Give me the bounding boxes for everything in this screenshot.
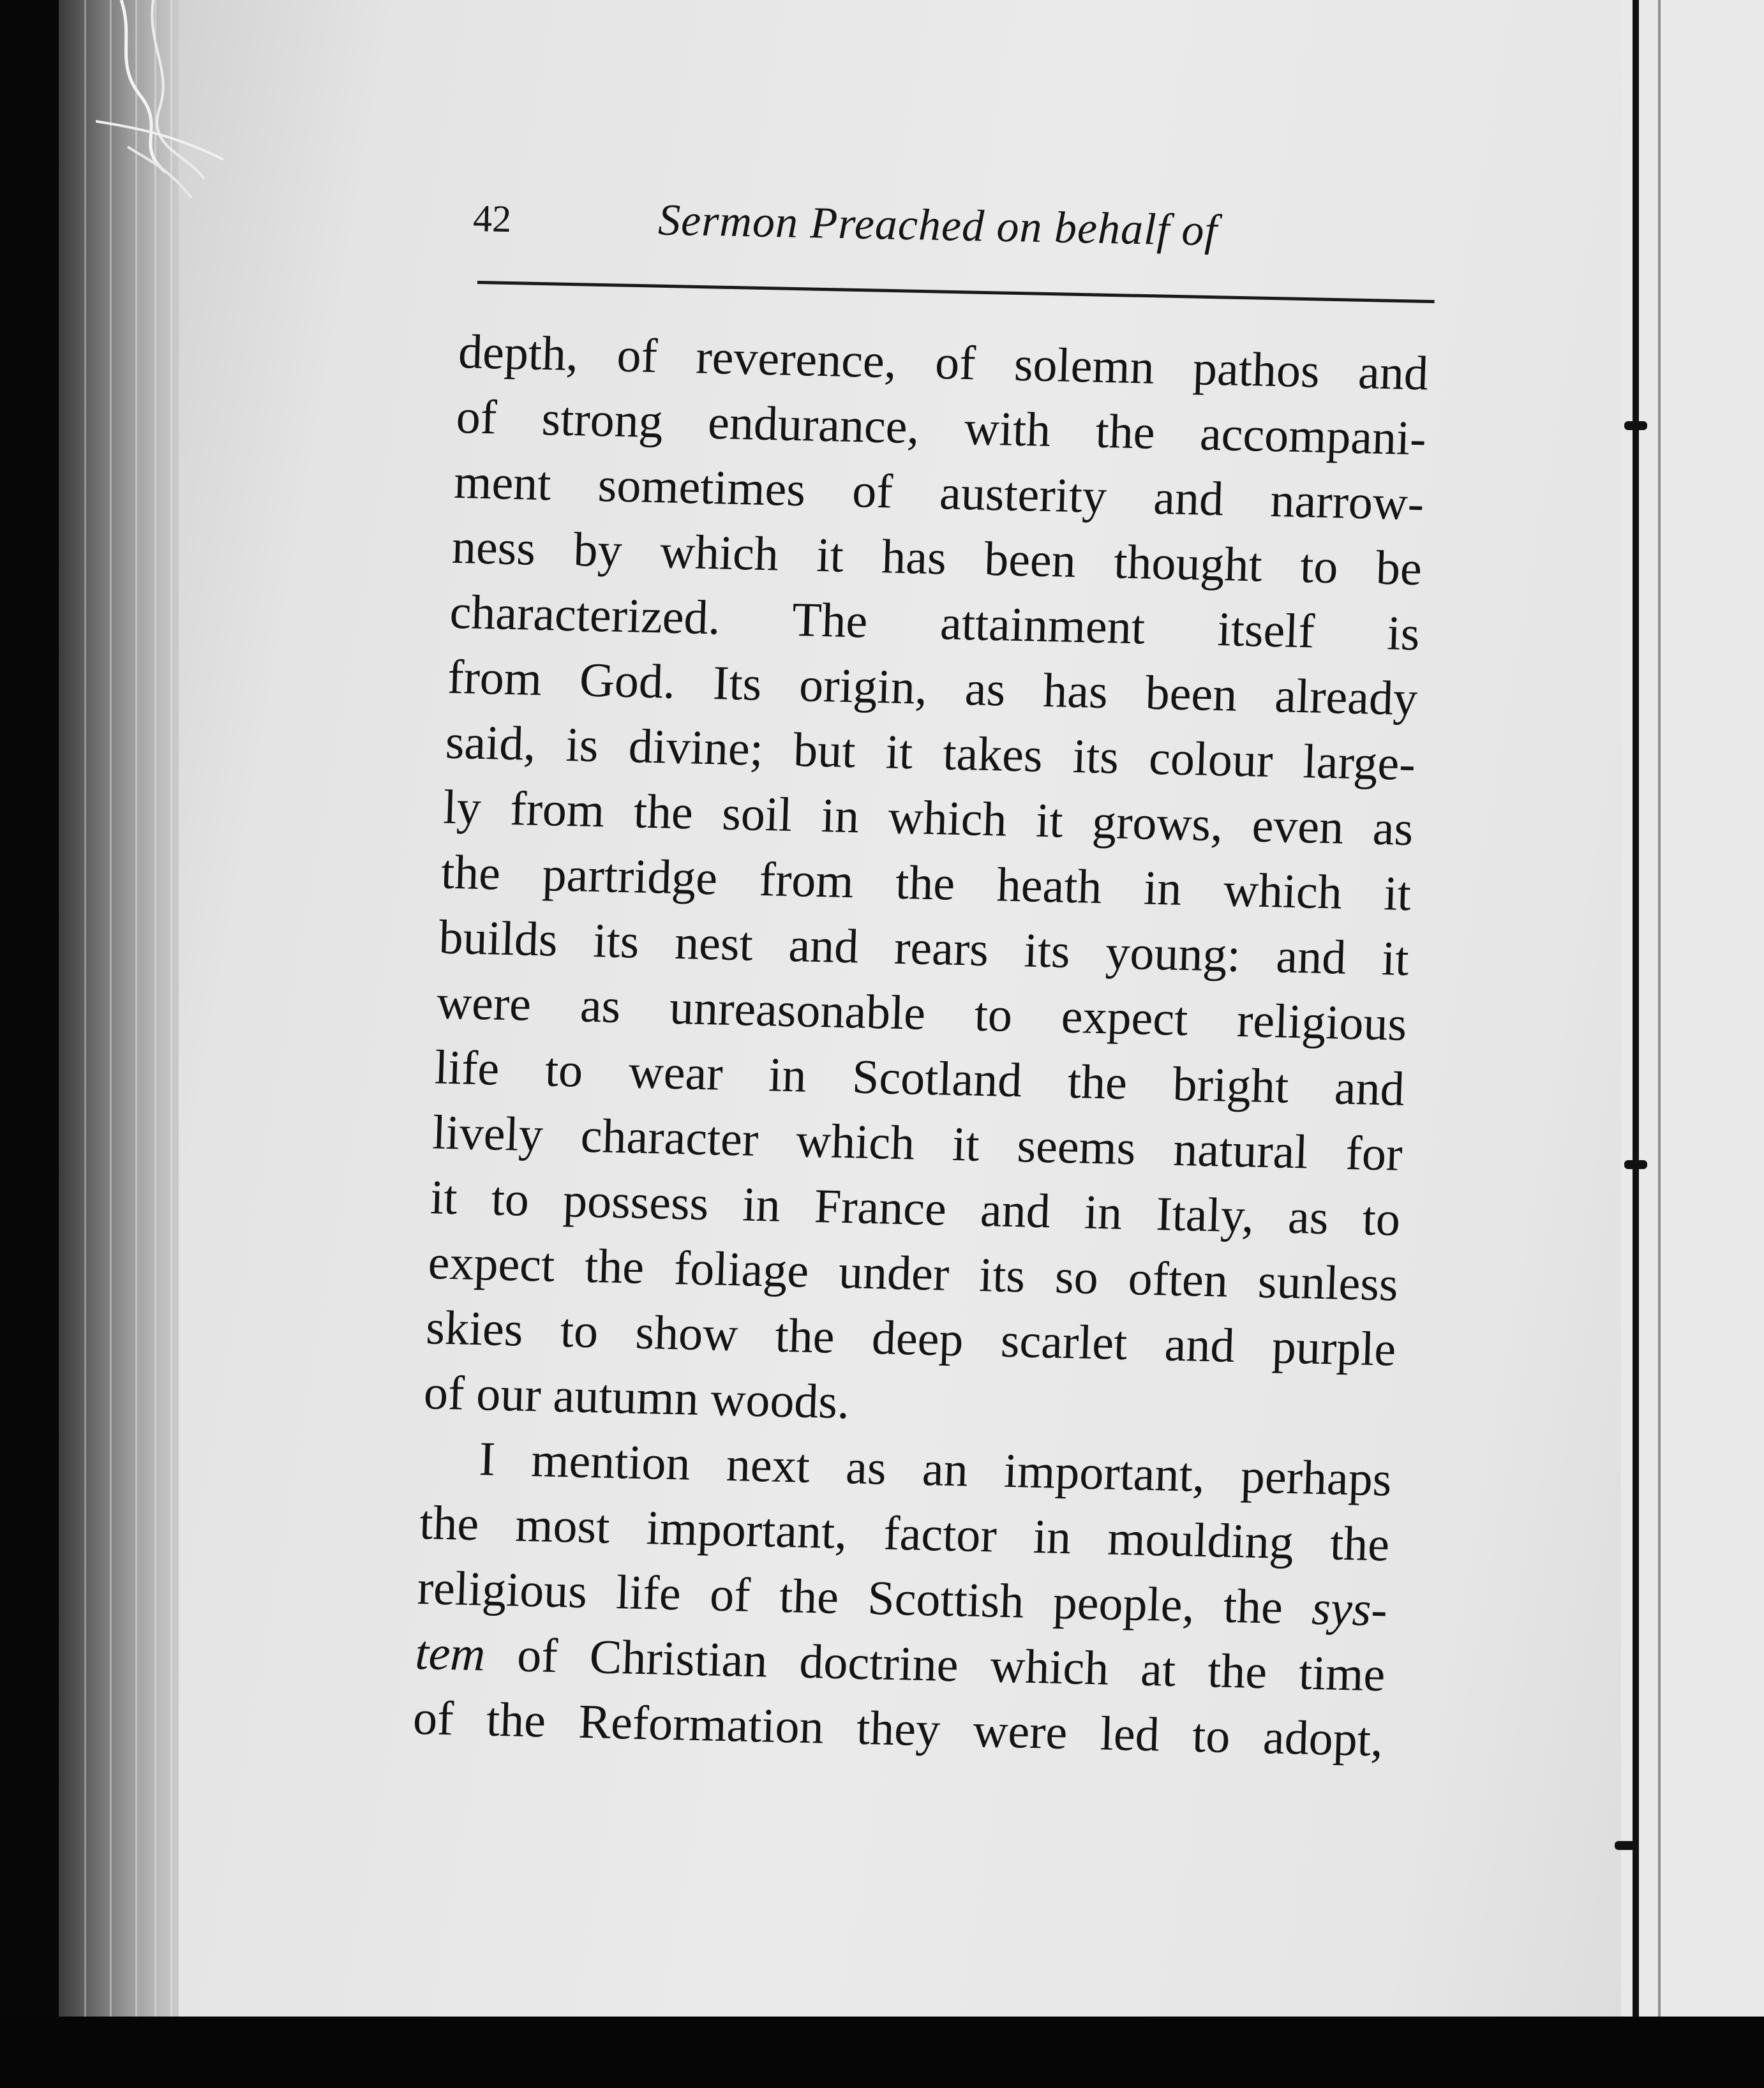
text-line: ment sometimes of austerity and narrow- [453, 454, 1425, 531]
binding-shadow [1658, 0, 1661, 2017]
body-text [412, 319, 1430, 1772]
text-fragment: of Christian doctrine which at the time [516, 1628, 1386, 1702]
text-line: of the Reformation they were led to adopt, [412, 1690, 1384, 1767]
text-line: said, is divine; but it takes its colour large- [444, 715, 1417, 791]
text-line: ly from the soil in which it grows, even as [442, 780, 1414, 856]
text-line: of strong endurance, with the accompani- [455, 389, 1427, 466]
binding-edge [1633, 0, 1639, 2017]
scan-border-bottom [0, 2017, 1764, 2088]
stitch-mark [1615, 1841, 1638, 1850]
text-line: I mention next as an important, perhaps [478, 1432, 1393, 1507]
text-line: it to possess in France and in Italy, as to [429, 1170, 1401, 1246]
running-title: Sermon Preached on behalf of [657, 195, 1218, 256]
text-line: were as unreasonable to expect religious [436, 975, 1408, 1051]
text-line: the partridge from the heath in which it [440, 845, 1412, 921]
text-line: depth, of reverence, of solemn pathos and [457, 324, 1430, 401]
text-line: of our autumn woods. [422, 1366, 851, 1429]
text-line: the most important, factor in moulding the [419, 1496, 1391, 1572]
text-line: characterized. The attainment itself is [449, 585, 1421, 661]
text-line: life to wear in Scotland the bright and [433, 1040, 1406, 1116]
text-line: ness by which it has been thought to be [451, 519, 1423, 596]
text-line: lively character which it seems natural for [431, 1105, 1403, 1181]
text-line: from God. Its origin, as has been already [447, 650, 1419, 726]
stitch-mark [1624, 421, 1647, 430]
text-line: skies to show the deep scarlet and purple [425, 1301, 1397, 1376]
text-line: expect the foliage under its so often sunless [427, 1235, 1399, 1311]
italic-word: sys- [1311, 1581, 1389, 1637]
text-fragment: religious life of the Scottish people, the [416, 1561, 1284, 1634]
text-line: builds its nest and rears its young: and it [438, 910, 1410, 986]
scan-border-left [0, 0, 59, 2088]
page-edge-stack [59, 0, 186, 2017]
stitch-mark [1624, 1160, 1647, 1169]
loose-thread-icon [96, 0, 236, 204]
page-number: 42 [472, 197, 512, 241]
italic-word: tem [414, 1625, 486, 1682]
binding-gutter [1621, 0, 1764, 2088]
